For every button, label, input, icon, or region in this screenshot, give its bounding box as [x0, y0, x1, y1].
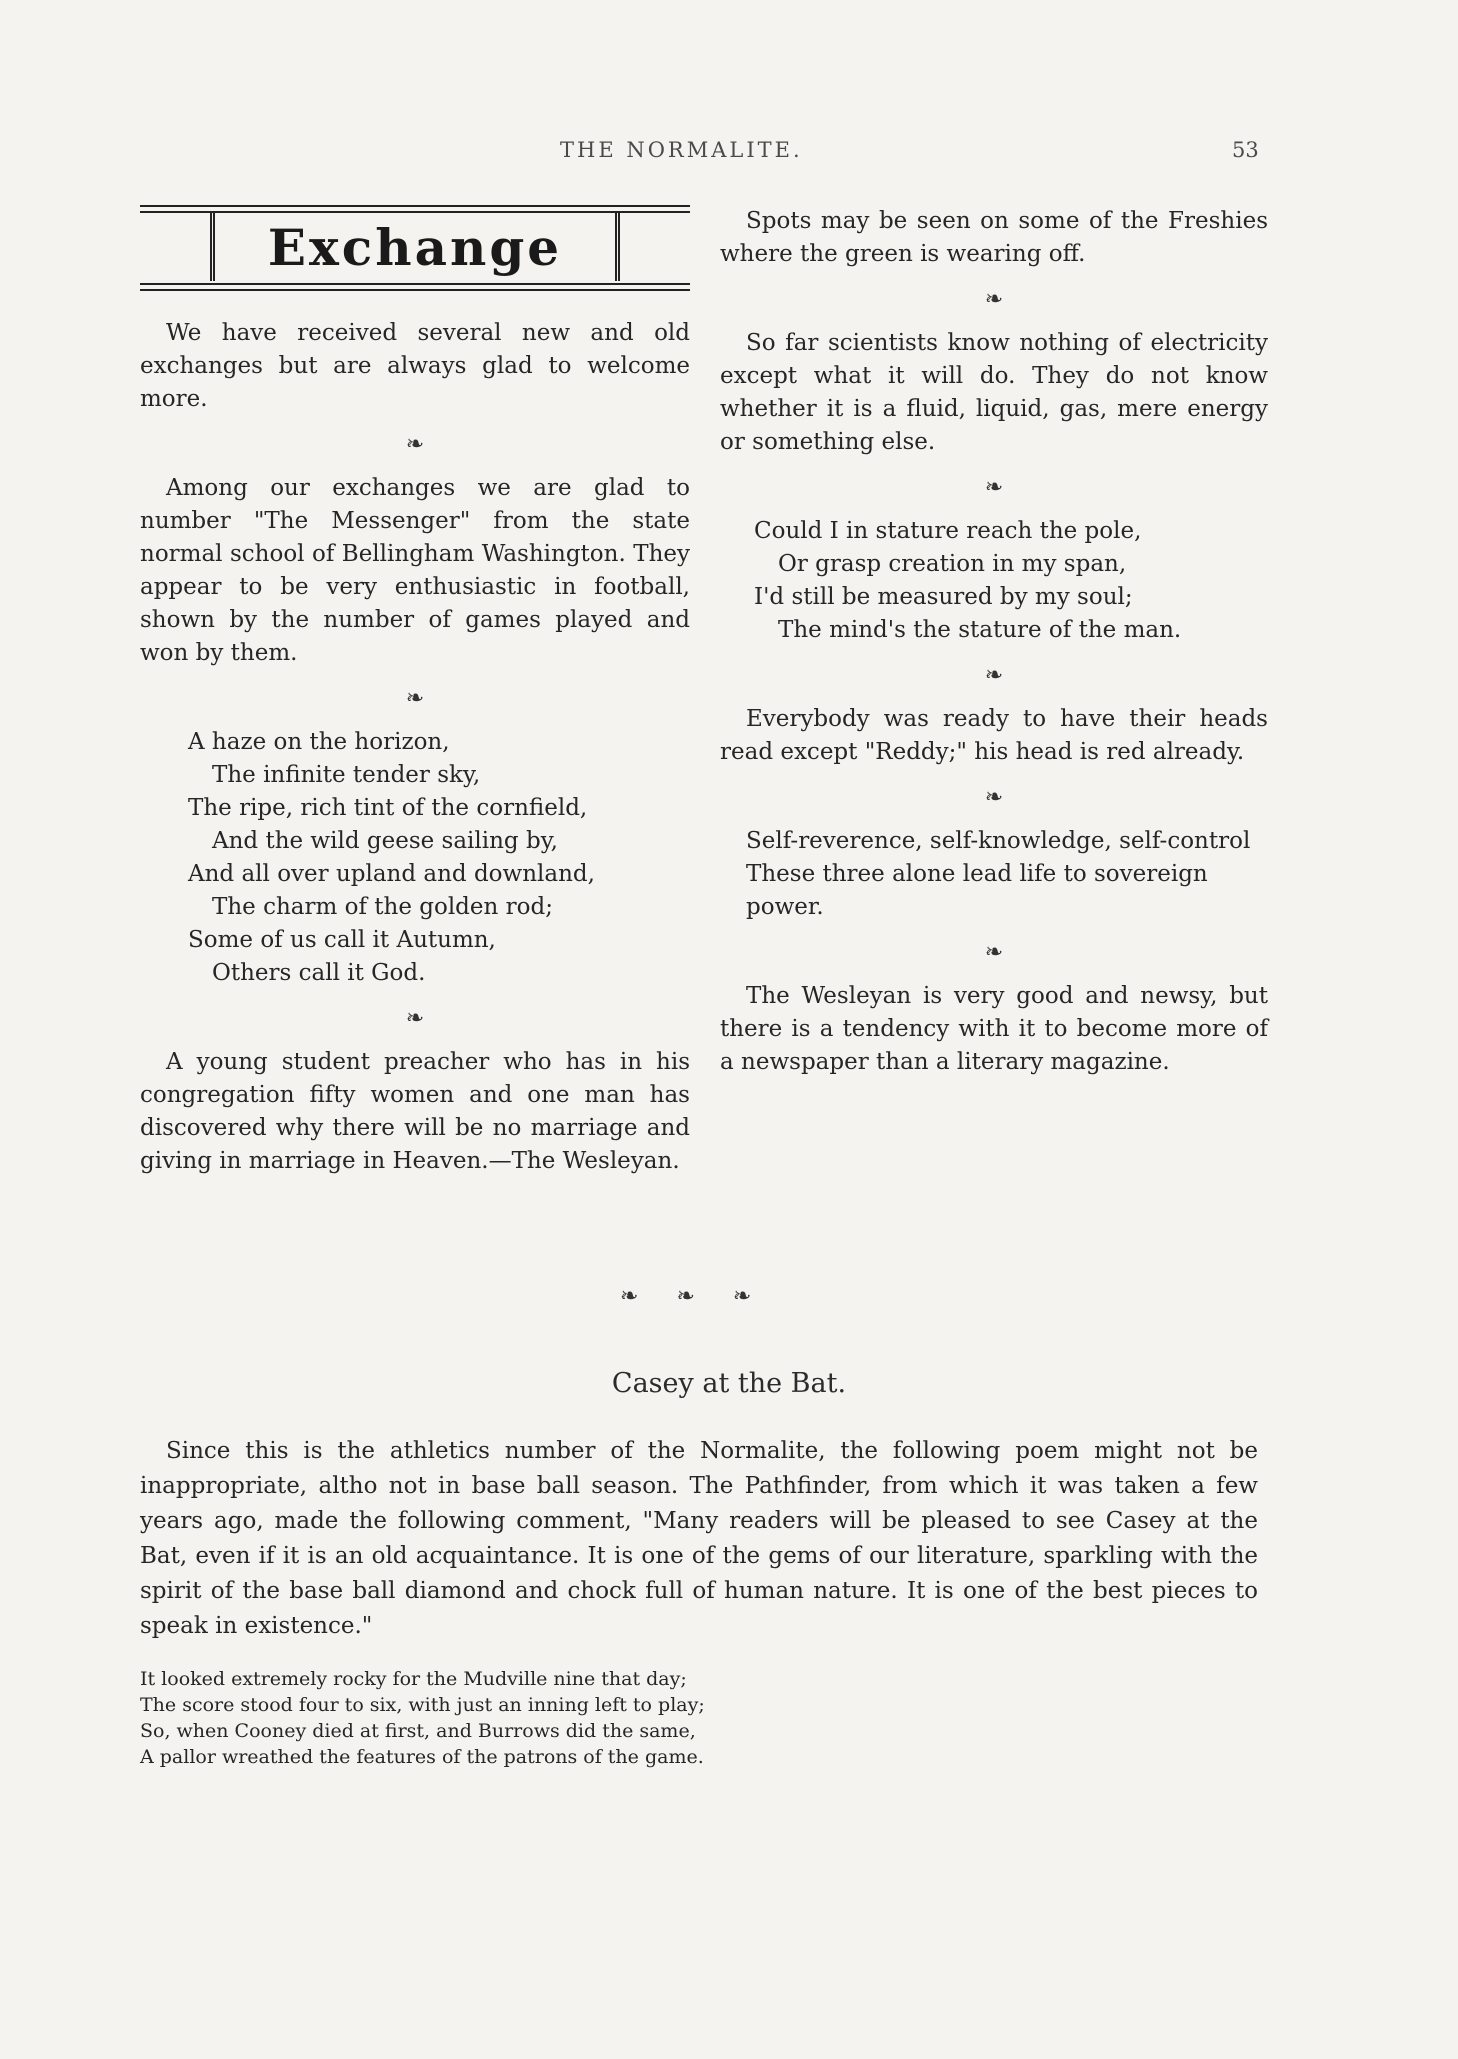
section-divider	[620, 1284, 789, 1309]
casey-title: Casey at the Bat.	[611, 1368, 847, 1399]
stature-poem	[754, 515, 1268, 647]
exchange-paragraph-7: The Wesleyan is very good and newsy, but there is a tendency with it to become more of a newspaper than a literary magazine.	[720, 983, 1268, 1075]
exchange-banner	[140, 205, 690, 295]
fleuron-icon: ❧	[732, 1284, 790, 1309]
poem-line: The charm of the golden rod;	[212, 894, 553, 920]
poem-line: And the wild geese sailing by,	[212, 828, 558, 854]
exchange-paragraph-2: Among our exchanges we are glad to number "The Messenger" from the state normal school of Bellingham Washington. They appear to be very enthusiastic in football, shown by the number of games played and won by them.	[140, 475, 690, 666]
fleuron-icon: ❧	[405, 1006, 425, 1031]
poem-line: Or grasp creation in my span,	[778, 551, 1127, 577]
fleuron-icon: ❧	[984, 475, 1004, 500]
poem-line: It looked extremely rocky for the Mudville nine that day;	[140, 1668, 687, 1690]
poem-line: Could I in stature reach the pole,	[754, 518, 1142, 544]
left-column	[140, 205, 690, 1178]
poem-line: The ripe, rich tint of the cornfield,	[188, 795, 588, 821]
exchange-paragraph-3: A young student preacher who has in his congregation fifty women and one man has discovered why there will be no marriage and giving in marriage in Heaven.—The Wesleyan.	[140, 1049, 690, 1174]
fleuron-icon: ❧	[676, 1284, 733, 1309]
section-title: Exchange	[267, 217, 563, 277]
poem-line: Self-reverence, self-knowledge, self-control	[746, 828, 1251, 854]
poem-line: So, when Cooney died at first, and Burrows did the same,	[140, 1720, 696, 1742]
exchange-paragraph-5: So far scientists know nothing of electricity except what it will do. They do not know whether it is a fluid, liquid, gas, mere energy or something else.	[720, 330, 1268, 455]
poem-line: The infinite tender sky,	[212, 762, 481, 788]
autumn-poem	[188, 726, 690, 990]
right-column	[720, 205, 1268, 1079]
exchange-paragraph-1: We have received several new and old exchanges but are always glad to welcome more.	[140, 320, 690, 412]
casey-intro-paragraph: Since this is the athletics number of the Normalite, the following poem might not be inappropriate, altho not in base ball season. The Pathfinder, from which it was taken a few years ago, made the following comment, "Many readers will be pleased to see Casey at the Bat, even if it is an old acquaintance. It is one of the gems of our literature, sparkling with the spirit of the base ball diamond and chock full of human nature. It is one of the best pieces to speak in existence."	[140, 1438, 1258, 1639]
poem-line: A haze on the horizon,	[188, 729, 450, 755]
poem-line: The score stood four to six, with just an inning left to play;	[140, 1694, 705, 1716]
fleuron-icon: ❧	[405, 432, 425, 457]
running-head: THE NORMALITE.	[560, 138, 803, 162]
poem-line: Some of us call it Autumn,	[188, 927, 496, 953]
fleuron-icon: ❧	[984, 785, 1004, 810]
exchange-paragraph-4: Spots may be seen on some of the Freshies where the green is wearing off.	[720, 208, 1268, 267]
poem-line: The mind's the stature of the man.	[778, 617, 1182, 643]
fleuron-icon: ❧	[405, 686, 425, 711]
fleuron-icon: ❧	[984, 940, 1004, 965]
fleuron-icon: ❧	[984, 663, 1004, 688]
page-number: 53	[1232, 138, 1259, 162]
self-reverence-poem	[746, 825, 1268, 924]
poem-line: And all over upland and downland,	[188, 861, 595, 887]
poem-line: A pallor wreathed the features of the patrons of the game.	[140, 1746, 704, 1768]
exchange-paragraph-6: Everybody was ready to have their heads read except "Reddy;" his head is red already.	[720, 706, 1268, 765]
fleuron-icon: ❧	[620, 1284, 677, 1309]
fleuron-icon: ❧	[984, 287, 1004, 312]
poem-line: Others call it God.	[212, 960, 426, 986]
casey-poem	[140, 1666, 1040, 1770]
poem-line: These three alone lead life to sovereign power.	[746, 861, 1208, 920]
poem-line: I'd still be measured by my soul;	[754, 584, 1133, 610]
